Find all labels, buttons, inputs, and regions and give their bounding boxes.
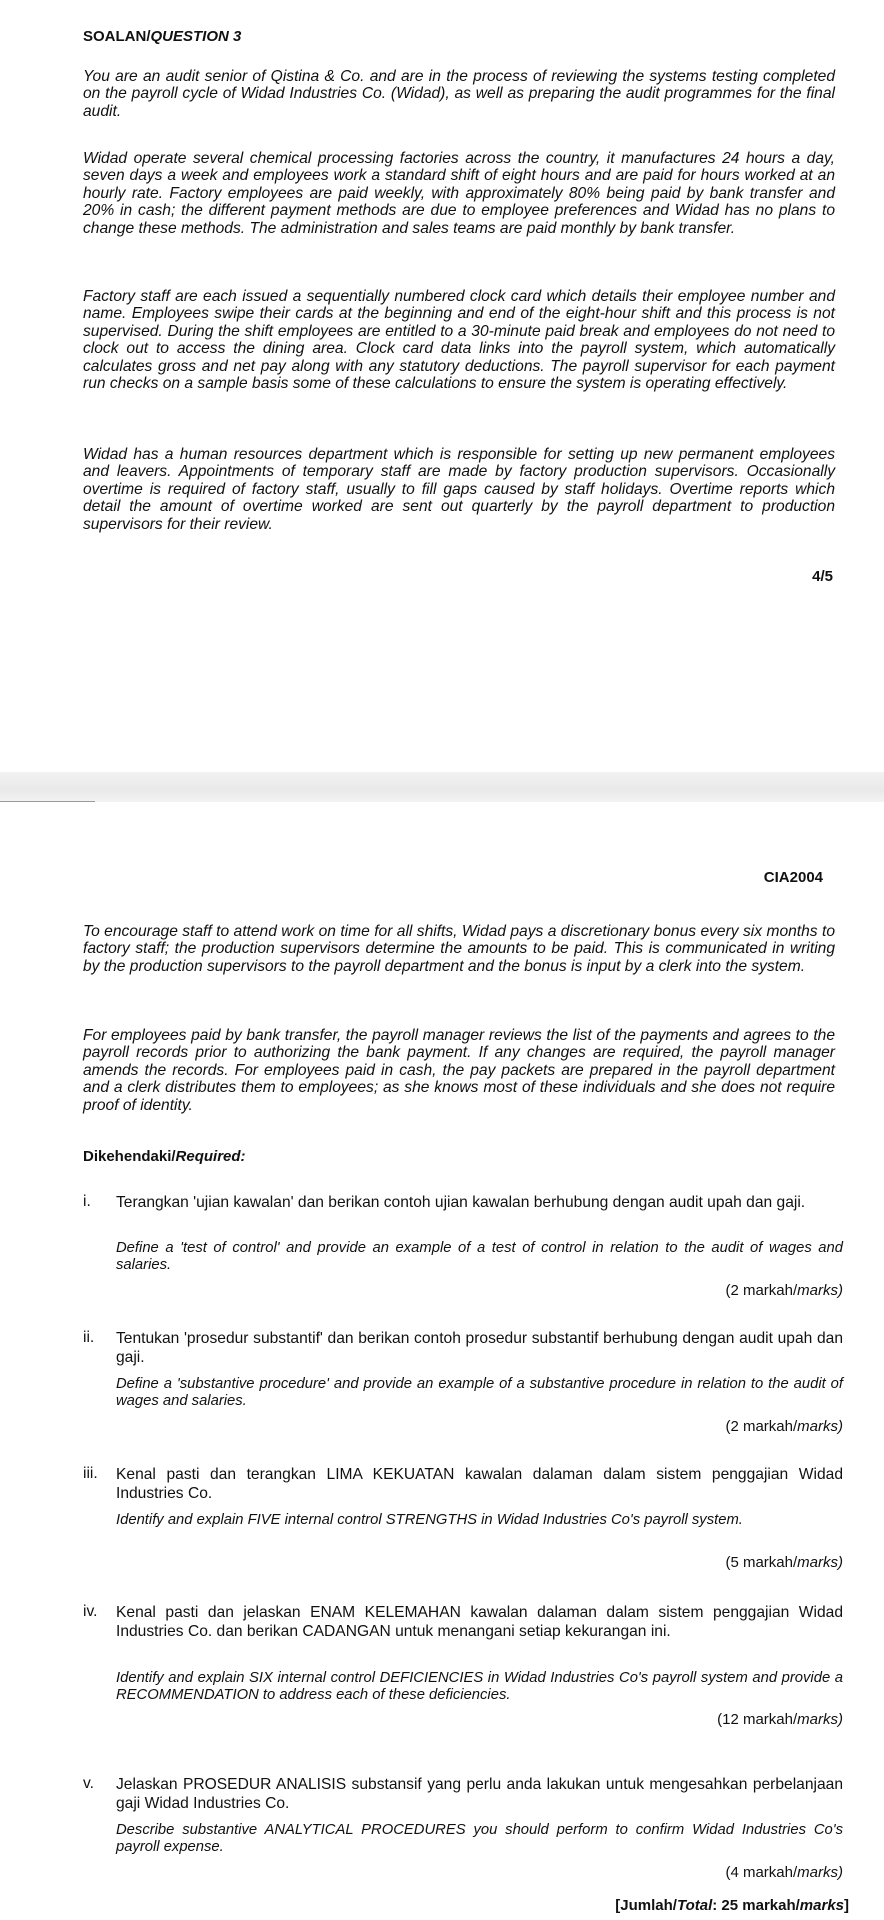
marks-label: (12 markah/marks) — [717, 1711, 843, 1728]
required-heading — [83, 1148, 246, 1165]
page-number: 4/5 — [812, 568, 833, 585]
question-english: Describe substantive ANALYTICAL PROCEDURES you should perform to confirm Widad Industries Co's payroll expense. — [116, 1822, 843, 1855]
marks-label: (2 markah/marks) — [725, 1418, 843, 1435]
page-break — [0, 772, 884, 802]
heading-malay: SOALAN/ — [83, 28, 151, 45]
exam-page-1 — [0, 0, 884, 772]
question-heading — [83, 28, 241, 45]
marks-label: (2 markah/marks) — [725, 1282, 843, 1299]
exam-page-2 — [0, 803, 884, 1920]
question-malay: Kenal pasti dan terangkan LIMA KEKUATAN kawalan dalaman dalam sistem penggajian Widad Industries Co. — [116, 1466, 843, 1502]
question-english: Identify and explain SIX internal control DEFICIENCIES in Widad Industries Co's payroll system and provide a RECOMMENDATION to address each of these deficiencies. — [116, 1670, 843, 1703]
paragraph: For employees paid by bank transfer, the payroll manager reviews the list of the payments and agrees to the payroll records prior to authorizing the bank payment. If any changes are required, the payroll manager amends the records. For employees paid in cash, the pay packets are prepared in the payroll department and a clerk distributes them to employees; as she knows most of these individuals and she does not require proof of identity. — [83, 1027, 835, 1114]
marks-label: (5 markah/marks) — [725, 1554, 843, 1571]
question-malay: Tentukan 'prosedur substantif' dan berikan contoh prosedur substantif berhubung dengan audit upah dan gaji. — [116, 1330, 843, 1366]
marks-label: (4 markah/marks) — [725, 1864, 843, 1881]
question-english: Define a 'substantive procedure' and provide an example of a substantive procedure in relation to the audit of wages and salaries. — [116, 1376, 843, 1409]
paragraph: To encourage staff to attend work on time for all shifts, Widad pays a discretionary bonus every six months to factory staff; the production supervisors determine the amounts to be paid. This is communicated in writing by the production supervisors to the payroll department and the bonus is input by a clerk into the system. — [83, 923, 835, 975]
total-marks: [Jumlah/Total: 25 markah/marks] — [615, 1897, 849, 1914]
course-code: CIA2004 — [763, 869, 823, 886]
question-number: v. — [83, 1775, 94, 1792]
paragraph: Widad has a human resources department which is responsible for setting up new permanent employees and leavers. Appointments of temporary staff are made by factory production supervisors. Occasionally overtime is required of factory staff, usually to fill gaps caused by staff holidays. Overtime reports which detail the amount of overtime worked are sent out quarterly by the payroll department to production supervisors for their review. — [83, 446, 835, 533]
question-english: Define a 'test of control' and provide an example of a test of control in relation to the audit of wages and salaries. — [116, 1240, 843, 1273]
question-english: Identify and explain FIVE internal control STRENGTHS in Widad Industries Co's payroll system. — [116, 1512, 743, 1528]
question-number: iii. — [83, 1465, 98, 1482]
question-number: iv. — [83, 1603, 98, 1620]
question-number: i. — [83, 1193, 91, 1210]
paragraph: Widad operate several chemical processing factories across the country, it manufactures 24 hours a day, seven days a week and employees work a standard shift of eight hours and are paid for hours worked at an hourly rate. Factory employees are paid weekly, with approximately 80% being paid by bank transfer and 20% in cash; the different payment methods are due to employee preferences and Widad has no plans to change these methods. The administration and sales teams are paid monthly by bank transfer. — [83, 150, 835, 237]
question-malay: Terangkan 'ujian kawalan' dan berikan contoh ujian kawalan berhubung dengan audit upah dan gaji. — [116, 1194, 806, 1211]
heading-english: QUESTION 3 — [150, 28, 242, 45]
paragraph: Factory staff are each issued a sequentially numbered clock card which details their employee number and name. Employees swipe their cards at the beginning and end of the eight-hour shift and this process is not supervised. During the shift employees are entitled to a 30-minute paid break and employees do not need to clock out to access the dining area. Clock card data links into the payroll system, which automatically calculates gross and net pay along with any statutory deductions. The payroll supervisor for each payment run checks on a sample basis some of these calculations to ensure the system is operating effectively. — [83, 288, 835, 393]
paragraph: You are an audit senior of Qistina & Co. and are in the process of reviewing the systems testing completed on the payroll cycle of Widad Industries Co. (Widad), as well as preparing the audit programmes for the final audit. — [83, 68, 835, 120]
question-malay: Jelaskan PROSEDUR ANALISIS substansif yang perlu anda lakukan untuk mengesahkan perbelanjaan gaji Widad Industries Co. — [116, 1776, 843, 1812]
page-break-line — [0, 801, 95, 802]
required-english: Required: — [175, 1148, 246, 1165]
required-malay: Dikehendaki/ — [83, 1148, 176, 1165]
question-malay: Kenal pasti dan jelaskan ENAM KELEMAHAN kawalan dalaman dalam sistem penggajian Widad Industries Co. dan berikan CADANGAN untuk menangani setiap kekurangan ini. — [116, 1604, 843, 1640]
question-number: ii. — [83, 1329, 95, 1346]
